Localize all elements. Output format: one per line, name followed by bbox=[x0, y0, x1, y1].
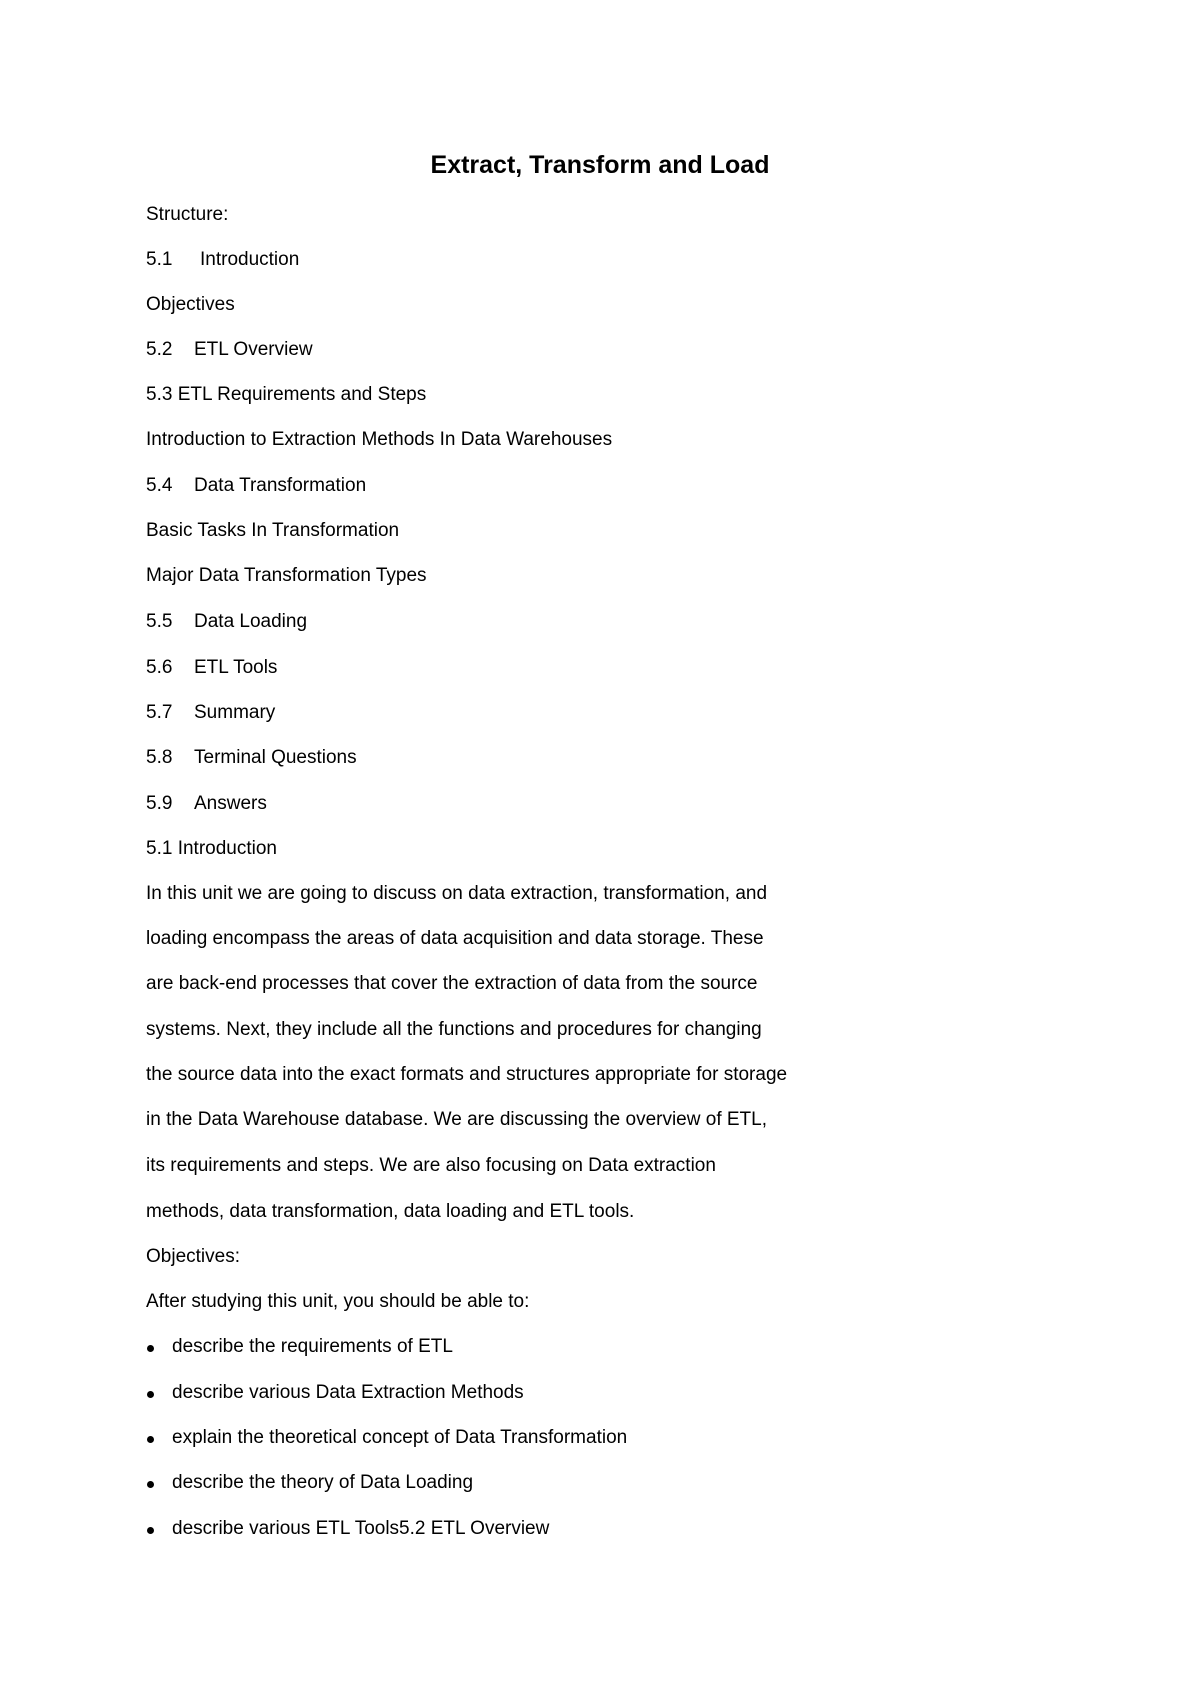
toc-label: Introduction bbox=[200, 249, 300, 270]
toc-item bbox=[146, 792, 267, 816]
paragraph-line: methods, data transformation, data loading and ETL tools. bbox=[146, 1201, 635, 1222]
toc-label: Terminal Questions bbox=[194, 747, 357, 768]
toc-item bbox=[146, 610, 307, 634]
paragraph-line: are back-end processes that cover the extraction of data from the source bbox=[146, 973, 758, 994]
toc-number: 5.9 bbox=[146, 793, 173, 814]
toc-item bbox=[146, 701, 275, 725]
toc-label: Basic Tasks In Transformation bbox=[146, 520, 400, 541]
bullet-icon bbox=[147, 1481, 154, 1488]
toc-item bbox=[146, 428, 612, 452]
paragraph-line: loading encompass the areas of data acquisition and data storage. These bbox=[146, 928, 764, 949]
toc-number: 5.1 bbox=[146, 249, 173, 270]
objective-item: describe the theory of Data Loading bbox=[172, 1472, 474, 1493]
toc-item bbox=[146, 656, 277, 680]
bullet-icon bbox=[147, 1527, 154, 1534]
toc-label: Objectives bbox=[146, 294, 235, 315]
toc-item bbox=[146, 248, 299, 272]
toc-number: 5.2 bbox=[146, 339, 173, 360]
bullet-icon bbox=[147, 1345, 154, 1352]
toc-number: 5.6 bbox=[146, 657, 173, 678]
toc-item bbox=[146, 746, 357, 770]
document-title: Extract, Transform and Load bbox=[430, 151, 770, 179]
toc-label: Summary bbox=[194, 702, 276, 723]
toc-item bbox=[146, 383, 426, 407]
toc-item bbox=[146, 519, 399, 543]
objective-item: describe various ETL Tools5.2 ETL Overview bbox=[172, 1518, 550, 1539]
toc-label: Data Transformation bbox=[194, 475, 367, 496]
objectives-intro: After studying this unit, you should be able to: bbox=[146, 1291, 530, 1312]
intro-heading: 5.1 Introduction bbox=[146, 838, 277, 859]
toc-number: 5.4 bbox=[146, 475, 173, 496]
toc-item bbox=[146, 474, 366, 498]
toc-label: 5.3 ETL Requirements and Steps bbox=[146, 384, 427, 405]
toc-number: 5.5 bbox=[146, 611, 173, 632]
toc-number: 5.8 bbox=[146, 747, 173, 768]
toc-item bbox=[146, 293, 235, 317]
paragraph-line: systems. Next, they include all the functions and procedures for changing bbox=[146, 1019, 762, 1040]
objective-item: describe various Data Extraction Methods bbox=[172, 1382, 524, 1403]
paragraph-line: in the Data Warehouse database. We are discussing the overview of ETL, bbox=[146, 1109, 767, 1130]
paragraph-line: In this unit we are going to discuss on data extraction, transformation, and bbox=[146, 883, 768, 904]
toc-label: Introduction to Extraction Methods In Data Warehouses bbox=[146, 429, 613, 450]
bullet-icon bbox=[147, 1436, 154, 1443]
objective-item: explain the theoretical concept of Data Transformation bbox=[172, 1427, 628, 1448]
toc-item bbox=[146, 564, 427, 588]
toc-label: Major Data Transformation Types bbox=[146, 565, 427, 586]
objectives-heading: Objectives: bbox=[146, 1246, 240, 1267]
paragraph-line: its requirements and steps. We are also focusing on Data extraction bbox=[146, 1155, 716, 1176]
objective-item: describe the requirements of ETL bbox=[172, 1336, 453, 1357]
toc-label: ETL Overview bbox=[194, 339, 313, 360]
toc-item bbox=[146, 338, 313, 362]
toc-label: Data Loading bbox=[194, 611, 308, 632]
bullet-icon bbox=[147, 1391, 154, 1398]
paragraph-line: the source data into the exact formats and structures appropriate for storage bbox=[146, 1064, 788, 1085]
structure-label: Structure: bbox=[146, 204, 229, 225]
toc-number: 5.7 bbox=[146, 702, 173, 723]
toc-label: ETL Tools bbox=[194, 657, 278, 678]
toc-label: Answers bbox=[194, 793, 267, 814]
